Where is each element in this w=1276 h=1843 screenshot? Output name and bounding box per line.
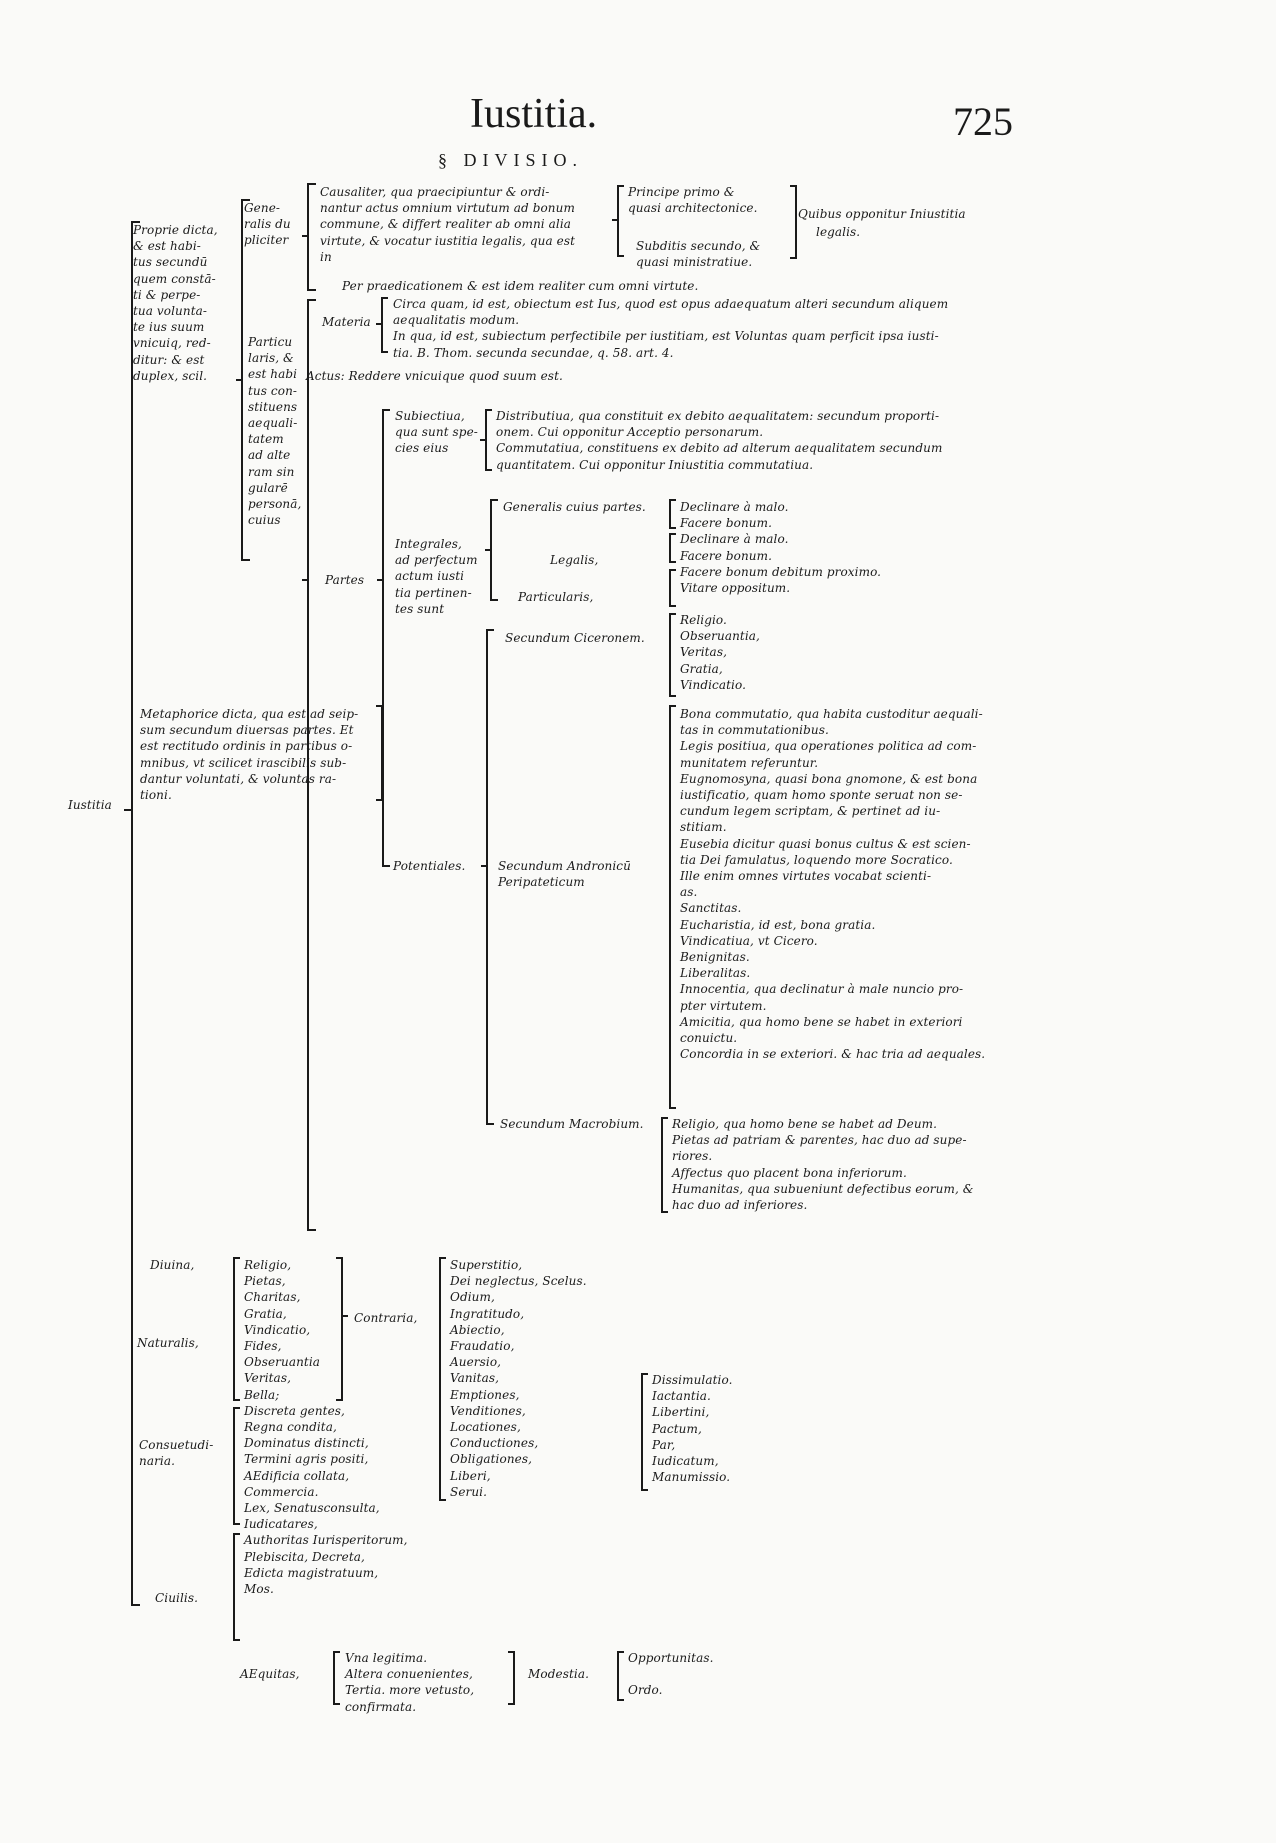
outline-line: Obseruantia [244, 1355, 321, 1370]
brace-iustitia [124, 222, 140, 1605]
outline-line: sum secundum diuersas partes. Et [140, 723, 354, 738]
outline-line: commune, & differt realiter ab omni alia [320, 217, 572, 232]
outline-line: ad alte [248, 448, 291, 463]
outline-line: quasi ministratiue. [636, 255, 753, 270]
brace-principe [612, 186, 624, 256]
outline-line: Edicta magistratuum, [244, 1565, 379, 1580]
outline-line: tas in commutationibus. [680, 723, 829, 738]
outline-line: Fides, [244, 1339, 282, 1353]
outline-line: ditur: & est [133, 352, 205, 367]
outline-line: munitatem referuntur. [680, 755, 819, 770]
outline-line: Bona commutatio, qua habita custoditur aequali- [680, 707, 983, 721]
outline-line: Concordia in se exteriori. & hac tria ad aequales. [680, 1047, 986, 1062]
outline-line: Integrales, [395, 537, 462, 551]
outline-line: ram sin [248, 464, 295, 479]
outline-line: Veritas, [680, 645, 727, 660]
page-title: Iustitia. [470, 91, 598, 137]
outline-line: tia pertinen- [395, 585, 472, 600]
outline-line: Discreta gentes, [244, 1403, 345, 1418]
outline-line: Obseruantia, [680, 629, 760, 644]
outline-line: conuictu. [680, 1031, 738, 1045]
outline-line: Gratia, [244, 1306, 287, 1321]
outline-line: vnicuiq, red- [133, 336, 211, 351]
outline-line: Pietas, [244, 1274, 286, 1289]
outline-line: Affectus quo placent bona inferiorum. [672, 1165, 907, 1180]
outline-line: Ciuilis. [155, 1591, 199, 1605]
outline-line: Superstitio, [450, 1258, 523, 1272]
outline-line: Authoritas Iurisperitorum, [244, 1533, 408, 1548]
outline-line: Declinare à malo. [680, 532, 789, 547]
outline-line: in [320, 249, 332, 264]
outline-line: Distributiua, qua constituit ex debito aequalitatem: secundum proporti- [496, 409, 940, 423]
outline-line: Diuina, [150, 1258, 195, 1272]
outline-line: Tertia. more vetusto, [345, 1683, 475, 1698]
outline-line: Facere bonum. [680, 516, 772, 531]
outline-line: tus con- [248, 383, 298, 398]
outline-line: ad perfectum [395, 553, 478, 568]
outline-line: quantitatem. Cui opponitur Iniustitia commutatiua. [496, 457, 814, 472]
outline-line: Commercia. [244, 1484, 319, 1499]
outline-line: Ordo. [628, 1683, 663, 1697]
outline-line: Veritas, [244, 1371, 291, 1386]
outline-line: stituens [248, 399, 298, 414]
outline-line: quem constā- [133, 271, 216, 286]
outline-line: Bella; [244, 1387, 280, 1402]
outline-line: dantur voluntati, & voluntas ra- [140, 771, 337, 786]
outline-line: Iactantia. [652, 1389, 711, 1404]
brace-partes [377, 410, 390, 866]
outline-line: cundum legem scriptam, & pertinet ad iu- [680, 804, 941, 819]
outline-line: Abiectio, [450, 1322, 505, 1337]
outline-line: Iudicatum, [652, 1454, 719, 1468]
brace-materia [376, 298, 388, 352]
outline-line: Libertini, [652, 1405, 710, 1420]
outline-line: Humanitas, qua subueniunt defectibus eorum, & [672, 1181, 974, 1196]
outline-line: Altera conuenientes, [345, 1667, 473, 1682]
outline-line: Proprie dicta, [133, 223, 218, 237]
outline-line: Pactum, [652, 1421, 702, 1436]
outline-line: Vindicatio, [244, 1322, 311, 1337]
outline-line: Commutatiua, constituens ex debito ad alterum aequalitatem secundum [496, 441, 943, 456]
outline-line: Obligationes, [450, 1452, 533, 1467]
outline-line: Eugnomosyna, quasi bona gnomone, & est bona [680, 771, 978, 786]
outline-line: Fraudatio, [450, 1339, 515, 1353]
outline-line: Metaphorice dicta, qua est ad seip- [140, 707, 359, 721]
outline-line: tia. B. Thom. secunda secundae, q. 58. art. 4. [393, 345, 674, 360]
outline-line: Par, [652, 1437, 676, 1452]
outline-line: quasi architectonice. [628, 201, 758, 216]
outline-line: Iustitia [68, 798, 112, 812]
outline-line: Pietas ad patriam & parentes, hac duo ad supe- [672, 1133, 967, 1148]
outline-line: riores. [672, 1149, 713, 1164]
outline-line: Termini agris positi, [244, 1452, 369, 1467]
outline-line: AEdificia collata, [244, 1468, 350, 1483]
outline-line: stitiam. [680, 820, 727, 835]
brace-metaphorice [376, 706, 382, 800]
outline-line: iustificatio, quam homo sponte seruat non se- [680, 788, 963, 802]
outline-line: Amicitia, qua homo bene se habet in exteriori [680, 1014, 963, 1029]
outline-line: Contraria, [354, 1311, 418, 1325]
outline-line: Dei neglectus, Scelus. [450, 1274, 587, 1289]
outline-line: naria. [139, 1454, 176, 1469]
outline-line: tia Dei famulatus, loquendo more Socratico. [680, 852, 953, 867]
outline-line: & est habi- [133, 239, 201, 254]
page-number: 725 [953, 99, 1013, 144]
outline-line: Religio, qua homo bene se habet ad Deum. [672, 1117, 938, 1131]
brace-subiectiua [480, 410, 492, 470]
brace-andronicus [670, 706, 676, 1108]
outline-line: Facere bonum. [680, 548, 772, 563]
outline-line: Gene- [244, 201, 281, 215]
brace-potentiales [481, 630, 494, 1124]
outline-line: est rectitudo ordinis in partibus o- [140, 739, 353, 754]
outline-line: Eusebia dicitur quasi bonus cultus & est scien- [680, 836, 971, 851]
brace-integrales [485, 500, 498, 600]
outline-line: Conductiones, [450, 1436, 539, 1451]
outline-line: cuius [248, 513, 281, 528]
outline-line: Subditis secundo, & [636, 239, 761, 253]
outline-line: onem. Cui opponitur Acceptio personarum. [496, 425, 764, 440]
outline-line: Modestia. [528, 1667, 589, 1681]
outline-line: Manumissio. [652, 1470, 731, 1485]
outline-line: Peripateticum [498, 875, 585, 890]
outline-line: Dominatus distincti, [244, 1436, 369, 1451]
brace-modestia-r [618, 1652, 624, 1700]
brace-dissimulatio [642, 1374, 648, 1490]
outline-line: Liberi, [450, 1468, 491, 1483]
outline-line: tioni. [140, 788, 172, 802]
outline-line: nantur actus omnium virtutum ad bonum [320, 201, 575, 216]
outline-line: Naturalis, [137, 1336, 199, 1350]
outline-line: te ius suum [133, 320, 205, 335]
outline-line: Locationes, [450, 1420, 521, 1434]
outline-line: Emptiones, [450, 1387, 520, 1402]
section-subtitle: § DIVISIO. [438, 150, 583, 170]
outline-line: ralis du [244, 217, 291, 232]
outline-line: Venditiones, [450, 1403, 526, 1418]
outline-line: AEquitas, [240, 1667, 300, 1681]
outline-line: Generalis cuius partes. [503, 500, 646, 514]
outline-line: Regna condita, [244, 1420, 337, 1434]
outline-line: Auersio, [450, 1355, 502, 1370]
outline-line: Eucharistia, id est, bona gratia. [680, 917, 876, 932]
outline-line: Circa quam, id est, obiectum est Ius, quod est opus adaequatum alteri secundum aliquem [393, 297, 949, 311]
outline-line: hac duo ad inferiores. [672, 1198, 808, 1212]
outline-line: tua volunta- [133, 304, 208, 318]
outline-line: tatem [248, 432, 284, 447]
outline-line: laris, & [248, 351, 294, 366]
outline-line: Ille enim omnes virtutes vocabat scienti- [680, 869, 932, 883]
outline-line: Materia [322, 315, 371, 329]
outline-line: as. [680, 885, 698, 900]
outline-line: Dissimulatio. [652, 1373, 733, 1387]
outline-line: aequalitatis modum. [393, 313, 520, 328]
outline-line: ti & perpe- [133, 287, 201, 302]
outline-line: Charitas, [244, 1290, 301, 1305]
brace-quibus [790, 186, 796, 258]
outline-line: confirmata. [345, 1699, 417, 1714]
brace-contraria [336, 1258, 348, 1400]
outline-line: Causaliter, qua praecipiuntur & ordi- [320, 185, 550, 199]
outline-line: Lex, Senatusconsulta, [244, 1501, 380, 1515]
outline-line: Particu [248, 335, 293, 349]
outline-line: Iudicatares, [244, 1517, 318, 1532]
outline-line: Religio. [680, 613, 727, 627]
outline-line: qua sunt spe- [395, 425, 478, 440]
outline-line: Religio, [244, 1258, 292, 1272]
brace-cicero [670, 614, 676, 696]
brace-divina-list [234, 1258, 240, 1400]
outline-line: pliciter [244, 233, 289, 248]
outline-line: aequali- [248, 416, 298, 430]
outline-line: Benignitas. [680, 950, 750, 964]
outline-line: tus secundū [133, 255, 208, 270]
outline-line: Facere bonum debitum proximo. [680, 564, 882, 579]
outline-line: Liberalitas. [680, 966, 751, 981]
outline-line: Vitare oppositum. [680, 581, 791, 595]
outline-line: mnibus, vt scilicet irascibilis sub- [140, 755, 347, 770]
brace-ciuilis [234, 1534, 240, 1640]
outline-line: Odium, [450, 1290, 495, 1305]
outline-line: Sanctitas. [680, 901, 742, 916]
outline-line: pter virtutem. [680, 998, 767, 1013]
outline-line: Secundum Ciceronem. [505, 631, 645, 645]
outline-line: Secundum Macrobium. [500, 1117, 644, 1131]
brace-macrobius [662, 1118, 668, 1212]
outline-line: Innocentia, qua declinatur à male nuncio pro- [680, 982, 964, 997]
outline-line: legalis. [816, 225, 861, 239]
outline-line: cies eius [395, 441, 449, 456]
outline-line: Serui. [450, 1484, 488, 1499]
outline-line: Legalis, [550, 553, 599, 567]
outline-line: Subiectiua, [395, 409, 465, 423]
outline-line: Per praedicationem & est idem realiter cum omni virtute. [342, 279, 699, 293]
outline-line: Vna legitima. [345, 1651, 428, 1665]
outline-line: Principe primo & [628, 185, 735, 199]
brace-modestia-l [508, 1652, 514, 1704]
brace-consuetudinaria [234, 1408, 240, 1524]
outline-line: personā, [248, 497, 302, 511]
outline-line: Quibus opponitur Iniustitia [798, 207, 966, 221]
brace-par-decl [670, 570, 676, 606]
outline-line: Mos. [244, 1582, 274, 1596]
outline-line: Vindicatio. [680, 677, 747, 692]
outline-line: Vindicatiua, vt Cicero. [680, 933, 818, 948]
outline-line: Consuetudi- [139, 1438, 214, 1452]
outline-line: Legis positiua, qua operationes politica ad com- [680, 739, 977, 754]
outline-line: Potentiales. [393, 859, 466, 873]
brace-contraria-list [440, 1258, 446, 1500]
outline-line: virtute, & vocatur iustitia legalis, qua est [320, 233, 576, 248]
outline-line: Ingratitudo, [450, 1306, 525, 1321]
outline-line: Secundum Andronicū [498, 859, 631, 873]
outline-line: In qua, id est, subiectum perfectibile per iustitiam, est Voluntas quam perficit ipsa iusti- [393, 329, 939, 344]
outline-line: Particularis, [518, 590, 594, 604]
outline-line: Partes [325, 573, 365, 587]
brace-gen-decl [670, 500, 676, 528]
outline-line: gularē [248, 480, 288, 495]
brace-aequitas [334, 1652, 340, 1704]
outline-line: duplex, scil. [133, 368, 208, 383]
outline-line: actum iusti [395, 569, 465, 584]
outline-line: est habi [248, 367, 298, 382]
outline-line: tes sunt [395, 601, 445, 616]
outline-line: Vanitas, [450, 1371, 500, 1386]
brace-generalis [302, 184, 316, 290]
outline-line: Plebiscita, Decreta, [244, 1549, 365, 1564]
outline-line: Actus: Reddere vnicuique quod suum est. [306, 369, 563, 383]
brace-leg-decl [670, 534, 676, 562]
outline-line: Declinare à malo. [680, 500, 789, 514]
outline-line: Gratia, [680, 661, 723, 676]
outline-line: Opportunitas. [628, 1651, 714, 1665]
